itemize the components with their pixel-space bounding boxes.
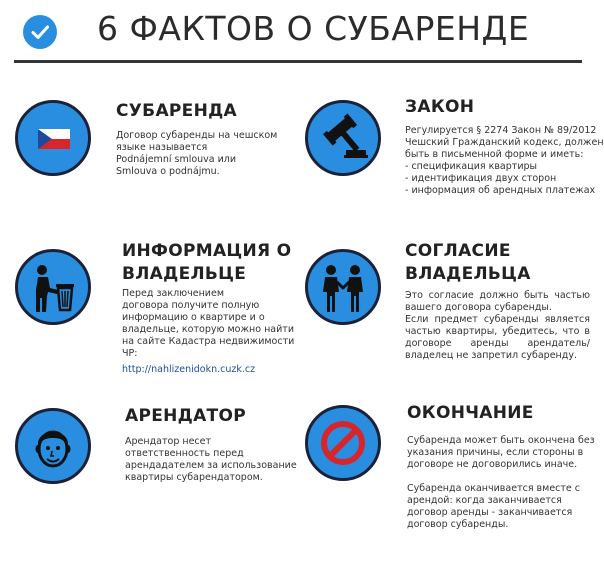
text-line: ответственность перед: [125, 448, 244, 459]
section-heading-zakon: ЗАКОН: [405, 97, 475, 117]
text-line: - информация об арендных платежах: [405, 185, 596, 196]
text-line: быть в письменной форме и иметь:: [405, 149, 584, 160]
section-heading-owner-info: [122, 240, 291, 286]
section-text-zakon: [405, 125, 604, 197]
text-line: Субаренда может быть окончена без: [407, 435, 595, 446]
section-text-owner-info: [122, 288, 294, 376]
text-line: - идентификация двух сторон: [405, 173, 557, 184]
text-line: Субаренда оканчивается вместе с: [407, 483, 581, 494]
prohibited-icon: [305, 405, 381, 481]
text-line: договор аренды - заканчивается: [407, 507, 573, 518]
text-line: договора получите полную: [122, 300, 260, 311]
text-line: Чешский Гражданский кодекс, должен: [405, 137, 604, 148]
text-line: частью квартиры, убедитесь, что в: [405, 326, 590, 337]
heading-line: СОГЛАСИЕ: [405, 241, 511, 261]
header-divider: [14, 60, 582, 63]
text-line: вашего договора субаренды.: [405, 302, 552, 313]
text-line: информацию о квартире и о: [122, 312, 265, 323]
section-heading-termination: ОКОНЧАНИЕ: [407, 403, 534, 423]
person-face-icon: [15, 408, 91, 484]
text-line: Арендатор несет: [125, 436, 212, 447]
section-heading-owner-consent: [405, 240, 531, 286]
text-line: арендадателем за использование: [125, 460, 297, 471]
paragraph-gap: [407, 471, 595, 483]
section-heading-subarenda: СУБАРЕНДА: [116, 101, 237, 121]
person-trash-icon: [15, 249, 91, 325]
section-heading-tenant: АРЕНДАТОР: [125, 406, 246, 426]
heading-line: ВЛАДЕЛЬЦА: [405, 264, 531, 284]
section-text-tenant: [125, 436, 297, 484]
page-title: 6 ФАКТОВ О СУБАРЕНДЕ: [97, 9, 530, 48]
text-line: ЧР:: [122, 348, 138, 359]
text-line: Smlouva o podnájmu.: [116, 166, 220, 177]
handshake-icon: [305, 249, 381, 325]
text-line: на сайте Кадастра недвижимости: [122, 336, 295, 347]
text-line: - спецификация квартиры: [405, 161, 538, 172]
text-line: Если предмет субаренды является: [405, 314, 590, 325]
text-line: договоре аренды арендатель/: [405, 338, 590, 349]
text-line: Договор субаренды на чешском: [116, 130, 278, 141]
section-text-owner-consent: [405, 290, 590, 362]
text-line: владелец не запретил субаренду.: [405, 350, 577, 361]
section-text-subarenda: [116, 130, 277, 178]
text-line: указания причины, если стороны в: [407, 447, 584, 458]
checkmark-circle-icon: [23, 15, 57, 49]
text-line: Podnájemní smlouva или: [116, 154, 237, 165]
text-line: Регулируется § 2274 Закон № 89/2012: [405, 125, 597, 136]
text-line: языке называется: [116, 142, 208, 153]
text-line: договор субаренды.: [407, 519, 509, 530]
text-line: Перед заключением: [122, 288, 224, 299]
text-line: квартиры субарендатором.: [125, 472, 263, 483]
text-line: Это согласие должно быть частью: [405, 290, 590, 301]
cadastre-link[interactable]: http://nahlizenidokn.cuzk.cz: [122, 364, 256, 375]
section-text-termination: [407, 435, 595, 531]
czech-flag-icon: [15, 100, 91, 176]
heading-line: ВЛАДЕЛЬЦЕ: [122, 264, 247, 284]
text-line: арендой: когда заканчивается: [407, 495, 562, 506]
gavel-icon: [305, 100, 381, 176]
text-line: владельце, которую можно найти: [122, 324, 294, 335]
text-line: договоре не договорились иначе.: [407, 459, 578, 470]
heading-line: ИНФОРМАЦИЯ О: [122, 241, 292, 261]
